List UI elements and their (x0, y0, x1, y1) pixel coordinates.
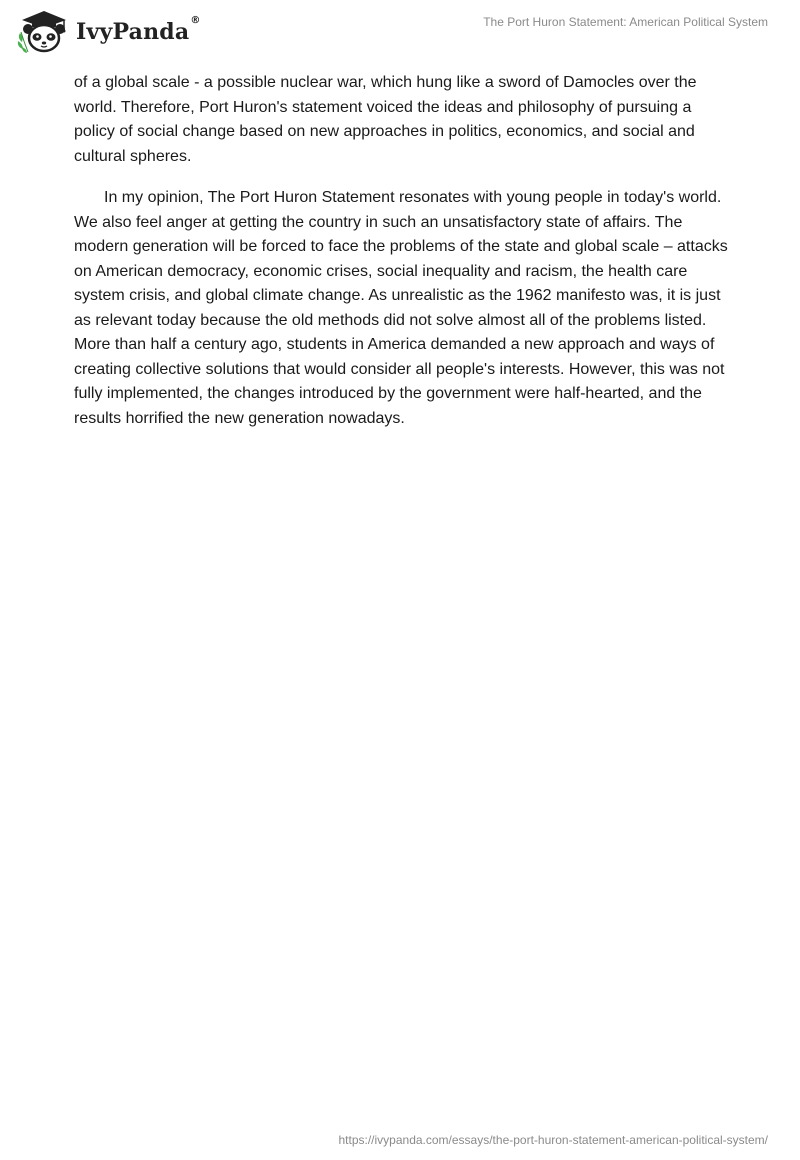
page-header (0, 0, 800, 70)
essay-body (74, 71, 734, 448)
paragraph: of a global scale - a possible nuclear war, which hung like a sword of Damocles over the world. Therefore, Port Huron's statement voiced the ideas and philosophy of pursuing a policy of social change based on new approaches in politics, economics, and social and cultural spheres. (74, 74, 697, 165)
panda-graduate-icon (14, 8, 72, 54)
logo-text: IvyPanda (76, 19, 190, 45)
source-url-link[interactable]: https://ivypanda.com/essays/the-port-huron-statement-american-political-system/ (338, 1133, 768, 1147)
logo-wordmark (76, 15, 201, 45)
document-title: The Port Huron Statement: American Political System (483, 15, 768, 29)
paragraph: In my opinion, The Port Huron Statement resonates with young people in today's world. We also feel anger at getting the country in such an unsatisfactory state of affairs. The modern generation will be forced to face the problems of the state and global scale – attacks on American democracy, economic crises, social inequality and racism, the health care system crisis, and global climate change. As unrealistic as the 1962 manifesto was, it is just as relevant today because the old methods did not solve almost all of the problems listed. More than half a century ago, students in America demanded a new approach and ways of creating collective solutions that would consider all people's interests. However, this was not fully implemented, the changes introduced by the government were half-hearted, and the results horrified the new generation nowadays. (74, 189, 728, 427)
ivypanda-logo[interactable] (14, 8, 201, 54)
registered-mark: ® (190, 15, 201, 26)
